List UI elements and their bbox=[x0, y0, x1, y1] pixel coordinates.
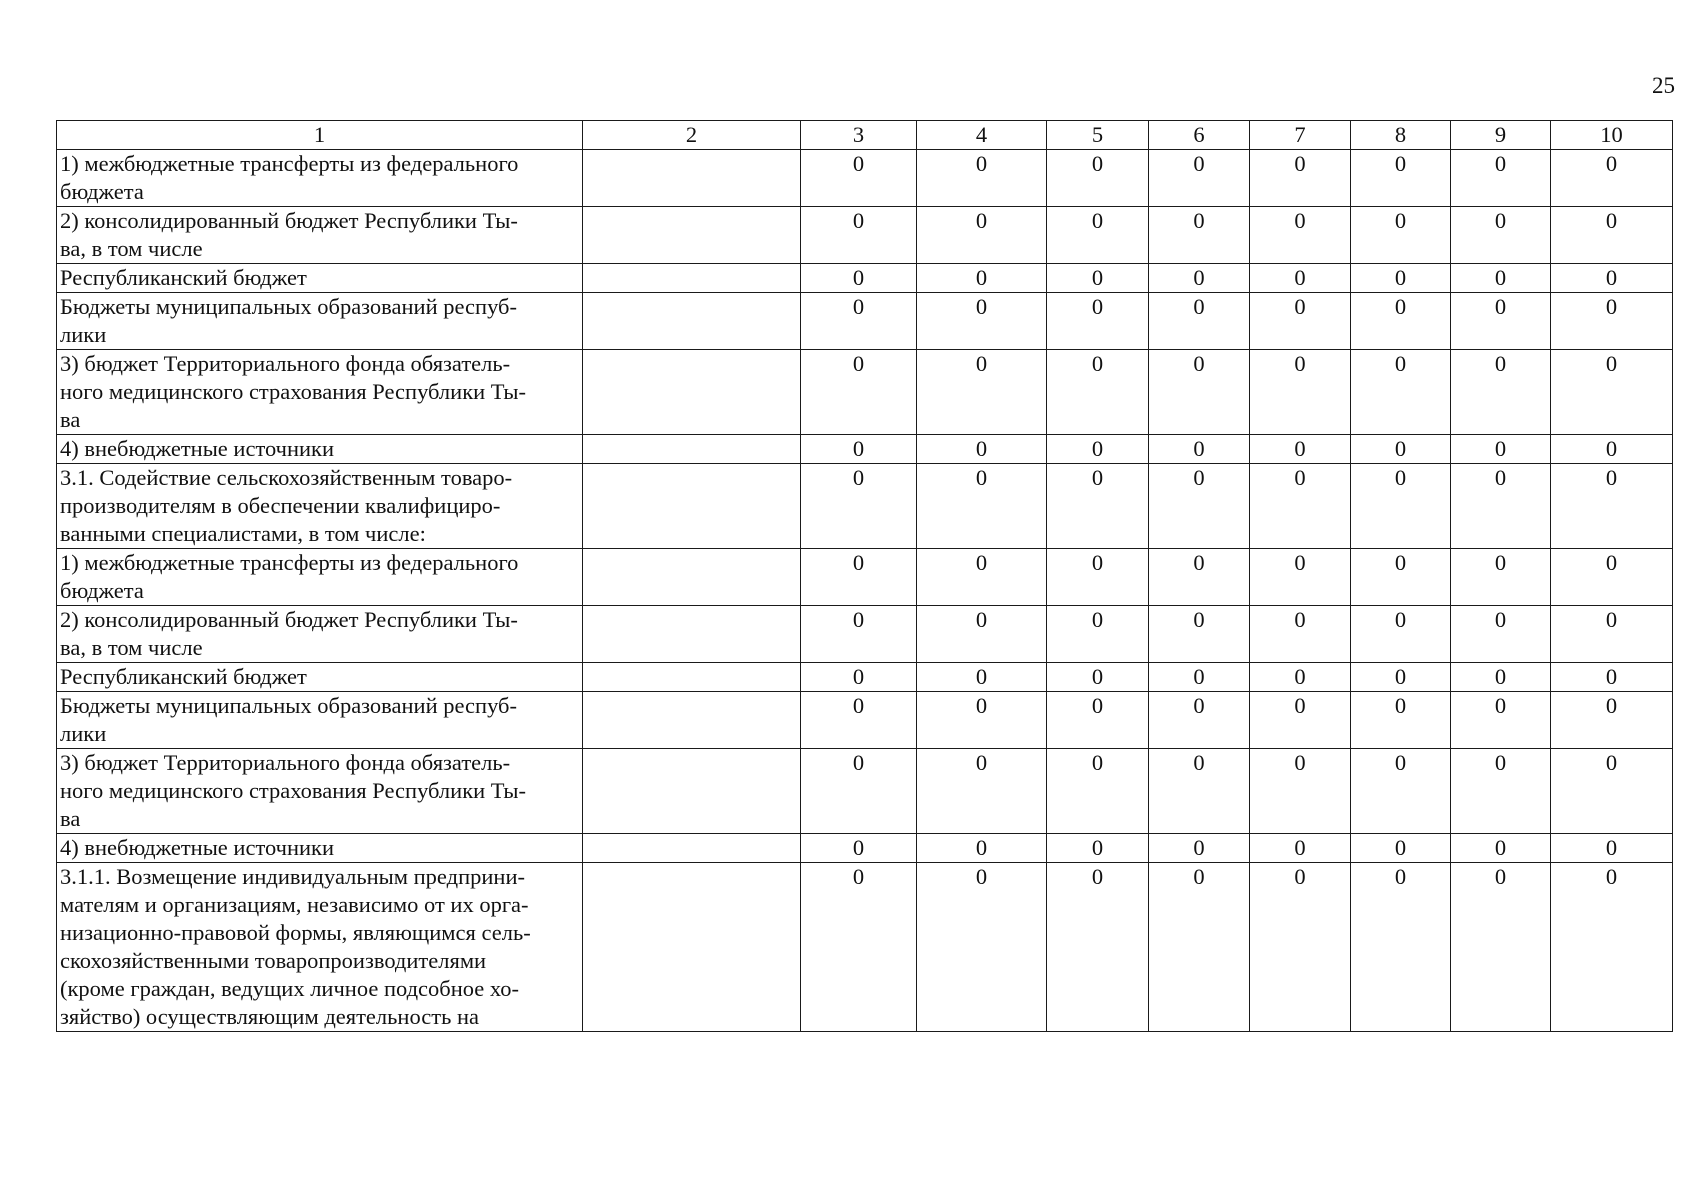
value-cell: 0 bbox=[801, 863, 917, 1032]
value-cell: 0 bbox=[917, 435, 1047, 464]
row-label: 3) бюджет Территориального фонда обязатель- ного медицинского страхования Республики Ты- ва bbox=[57, 350, 583, 435]
table-row bbox=[57, 350, 1673, 435]
value-cell: 0 bbox=[1047, 435, 1149, 464]
value-cell: 0 bbox=[1047, 663, 1149, 692]
table-row bbox=[57, 834, 1673, 863]
table-row bbox=[57, 606, 1673, 663]
table-cell bbox=[583, 749, 801, 834]
value-cell: 0 bbox=[1551, 863, 1673, 1032]
table-row bbox=[57, 264, 1673, 293]
table-row bbox=[57, 293, 1673, 350]
value-cell: 0 bbox=[1351, 749, 1451, 834]
value-cell: 0 bbox=[1551, 207, 1673, 264]
value-cell: 0 bbox=[1451, 435, 1551, 464]
value-cell: 0 bbox=[917, 863, 1047, 1032]
value-cell: 0 bbox=[1451, 350, 1551, 435]
value-cell: 0 bbox=[1047, 606, 1149, 663]
table-row bbox=[57, 863, 1673, 1032]
value-cell: 0 bbox=[1551, 150, 1673, 207]
value-cell: 0 bbox=[917, 350, 1047, 435]
value-cell: 0 bbox=[1250, 606, 1351, 663]
value-cell: 0 bbox=[917, 834, 1047, 863]
value-cell: 0 bbox=[917, 464, 1047, 549]
value-cell: 0 bbox=[1047, 264, 1149, 293]
value-cell: 0 bbox=[1149, 435, 1250, 464]
value-cell: 0 bbox=[801, 606, 917, 663]
value-cell: 0 bbox=[1551, 834, 1673, 863]
value-cell: 0 bbox=[1149, 863, 1250, 1032]
value-cell: 0 bbox=[801, 834, 917, 863]
value-cell: 0 bbox=[801, 435, 917, 464]
table-cell bbox=[583, 606, 801, 663]
row-label: 3) бюджет Территориального фонда обязатель- ного медицинского страхования Республики Ты- ва bbox=[57, 749, 583, 834]
table-cell bbox=[583, 663, 801, 692]
value-cell: 0 bbox=[917, 207, 1047, 264]
value-cell: 0 bbox=[917, 749, 1047, 834]
value-cell: 0 bbox=[1451, 606, 1551, 663]
value-cell: 0 bbox=[1047, 549, 1149, 606]
value-cell: 0 bbox=[1451, 207, 1551, 264]
value-cell: 0 bbox=[1351, 150, 1451, 207]
value-cell: 0 bbox=[1551, 464, 1673, 549]
value-cell: 0 bbox=[801, 264, 917, 293]
column-header: 3 bbox=[801, 121, 917, 150]
value-cell: 0 bbox=[1047, 692, 1149, 749]
value-cell: 0 bbox=[1451, 464, 1551, 549]
value-cell: 0 bbox=[1351, 692, 1451, 749]
value-cell: 0 bbox=[1149, 464, 1250, 549]
table-cell bbox=[583, 207, 801, 264]
value-cell: 0 bbox=[917, 264, 1047, 293]
column-header: 7 bbox=[1250, 121, 1351, 150]
value-cell: 0 bbox=[1149, 207, 1250, 264]
value-cell: 0 bbox=[1250, 293, 1351, 350]
row-label: Республиканский бюджет bbox=[57, 264, 583, 293]
table-cell bbox=[583, 692, 801, 749]
value-cell: 0 bbox=[1149, 150, 1250, 207]
value-cell: 0 bbox=[1250, 150, 1351, 207]
value-cell: 0 bbox=[1250, 663, 1351, 692]
value-cell: 0 bbox=[1047, 863, 1149, 1032]
value-cell: 0 bbox=[1351, 863, 1451, 1032]
value-cell: 0 bbox=[1047, 464, 1149, 549]
value-cell: 0 bbox=[1451, 749, 1551, 834]
row-label: 2) консолидированный бюджет Республики Ты- ва, в том числе bbox=[57, 606, 583, 663]
column-header: 2 bbox=[583, 121, 801, 150]
row-label: 4) внебюджетные источники bbox=[57, 834, 583, 863]
value-cell: 0 bbox=[1551, 350, 1673, 435]
row-label: Республиканский бюджет bbox=[57, 663, 583, 692]
value-cell: 0 bbox=[1250, 549, 1351, 606]
value-cell: 0 bbox=[1351, 264, 1451, 293]
value-cell: 0 bbox=[1551, 692, 1673, 749]
value-cell: 0 bbox=[1149, 350, 1250, 435]
value-cell: 0 bbox=[1551, 549, 1673, 606]
header-row bbox=[57, 121, 1673, 150]
value-cell: 0 bbox=[1149, 549, 1250, 606]
value-cell: 0 bbox=[1149, 606, 1250, 663]
table-row bbox=[57, 207, 1673, 264]
value-cell: 0 bbox=[801, 150, 917, 207]
value-cell: 0 bbox=[1250, 207, 1351, 264]
value-cell: 0 bbox=[1149, 692, 1250, 749]
table-cell bbox=[583, 293, 801, 350]
value-cell: 0 bbox=[1551, 435, 1673, 464]
row-label: 1) межбюджетные трансферты из федерального бюджета bbox=[57, 549, 583, 606]
value-cell: 0 bbox=[1149, 264, 1250, 293]
value-cell: 0 bbox=[1250, 350, 1351, 435]
table-header bbox=[57, 121, 1673, 150]
value-cell: 0 bbox=[1551, 663, 1673, 692]
table-row bbox=[57, 150, 1673, 207]
value-cell: 0 bbox=[917, 549, 1047, 606]
value-cell: 0 bbox=[1351, 207, 1451, 264]
budget-table bbox=[56, 120, 1673, 1032]
row-label: Бюджеты муниципальных образований респуб- лики bbox=[57, 293, 583, 350]
value-cell: 0 bbox=[1351, 606, 1451, 663]
value-cell: 0 bbox=[1351, 435, 1451, 464]
value-cell: 0 bbox=[1451, 549, 1551, 606]
table-cell bbox=[583, 834, 801, 863]
table-cell bbox=[583, 435, 801, 464]
column-header: 6 bbox=[1149, 121, 1250, 150]
value-cell: 0 bbox=[917, 150, 1047, 207]
value-cell: 0 bbox=[1149, 749, 1250, 834]
value-cell: 0 bbox=[1047, 293, 1149, 350]
value-cell: 0 bbox=[1351, 464, 1451, 549]
value-cell: 0 bbox=[917, 293, 1047, 350]
row-label: 3.1.1. Возмещение индивидуальным предприни- мателям и организациям, независимо от их орга- низационно-правовой формы, являющимся сель- скохозяйственными товаропроизводителями (кроме граждан, ведущих личное подсобное хо- зяйство) осуществляющим деятельность на bbox=[57, 863, 583, 1032]
value-cell: 0 bbox=[1149, 663, 1250, 692]
value-cell: 0 bbox=[801, 293, 917, 350]
value-cell: 0 bbox=[1250, 692, 1351, 749]
value-cell: 0 bbox=[1351, 834, 1451, 863]
value-cell: 0 bbox=[1551, 264, 1673, 293]
row-label: Бюджеты муниципальных образований респуб- лики bbox=[57, 692, 583, 749]
table-cell bbox=[583, 350, 801, 435]
value-cell: 0 bbox=[1351, 350, 1451, 435]
value-cell: 0 bbox=[801, 692, 917, 749]
value-cell: 0 bbox=[1451, 663, 1551, 692]
value-cell: 0 bbox=[1250, 834, 1351, 863]
value-cell: 0 bbox=[1551, 606, 1673, 663]
value-cell: 0 bbox=[1451, 863, 1551, 1032]
value-cell: 0 bbox=[1451, 293, 1551, 350]
column-header: 9 bbox=[1451, 121, 1551, 150]
table-row bbox=[57, 749, 1673, 834]
column-header: 1 bbox=[57, 121, 583, 150]
value-cell: 0 bbox=[1451, 150, 1551, 207]
value-cell: 0 bbox=[1250, 435, 1351, 464]
value-cell: 0 bbox=[801, 464, 917, 549]
value-cell: 0 bbox=[801, 663, 917, 692]
table-row bbox=[57, 692, 1673, 749]
row-label: 1) межбюджетные трансферты из федерального бюджета bbox=[57, 150, 583, 207]
value-cell: 0 bbox=[1551, 293, 1673, 350]
value-cell: 0 bbox=[1250, 464, 1351, 549]
row-label: 4) внебюджетные источники bbox=[57, 435, 583, 464]
row-label: 2) консолидированный бюджет Республики Ты- ва, в том числе bbox=[57, 207, 583, 264]
column-header: 5 bbox=[1047, 121, 1149, 150]
table-cell bbox=[583, 549, 801, 606]
table-cell bbox=[583, 863, 801, 1032]
value-cell: 0 bbox=[1250, 264, 1351, 293]
value-cell: 0 bbox=[1149, 293, 1250, 350]
table-row bbox=[57, 549, 1673, 606]
value-cell: 0 bbox=[1047, 749, 1149, 834]
value-cell: 0 bbox=[801, 749, 917, 834]
value-cell: 0 bbox=[801, 549, 917, 606]
value-cell: 0 bbox=[1451, 834, 1551, 863]
value-cell: 0 bbox=[1250, 749, 1351, 834]
table-cell bbox=[583, 264, 801, 293]
value-cell: 0 bbox=[1451, 692, 1551, 749]
row-label: 3.1. Содействие сельскохозяйственным товаро- производителям в обеспечении квалифициро- ванными специалистами, в том числе: bbox=[57, 464, 583, 549]
table-row bbox=[57, 464, 1673, 549]
value-cell: 0 bbox=[1351, 663, 1451, 692]
page-number: 25 bbox=[1652, 73, 1675, 98]
value-cell: 0 bbox=[1351, 549, 1451, 606]
table-body bbox=[57, 150, 1673, 1032]
value-cell: 0 bbox=[1451, 264, 1551, 293]
value-cell: 0 bbox=[1250, 863, 1351, 1032]
value-cell: 0 bbox=[1047, 150, 1149, 207]
table-row bbox=[57, 663, 1673, 692]
value-cell: 0 bbox=[917, 606, 1047, 663]
column-header: 10 bbox=[1551, 121, 1673, 150]
value-cell: 0 bbox=[801, 350, 917, 435]
value-cell: 0 bbox=[1047, 834, 1149, 863]
column-header: 8 bbox=[1351, 121, 1451, 150]
value-cell: 0 bbox=[1047, 350, 1149, 435]
value-cell: 0 bbox=[1149, 834, 1250, 863]
table-row bbox=[57, 435, 1673, 464]
value-cell: 0 bbox=[801, 207, 917, 264]
column-header: 4 bbox=[917, 121, 1047, 150]
table-cell bbox=[583, 150, 801, 207]
value-cell: 0 bbox=[1351, 293, 1451, 350]
value-cell: 0 bbox=[1047, 207, 1149, 264]
value-cell: 0 bbox=[917, 663, 1047, 692]
value-cell: 0 bbox=[917, 692, 1047, 749]
value-cell: 0 bbox=[1551, 749, 1673, 834]
table-cell bbox=[583, 464, 801, 549]
